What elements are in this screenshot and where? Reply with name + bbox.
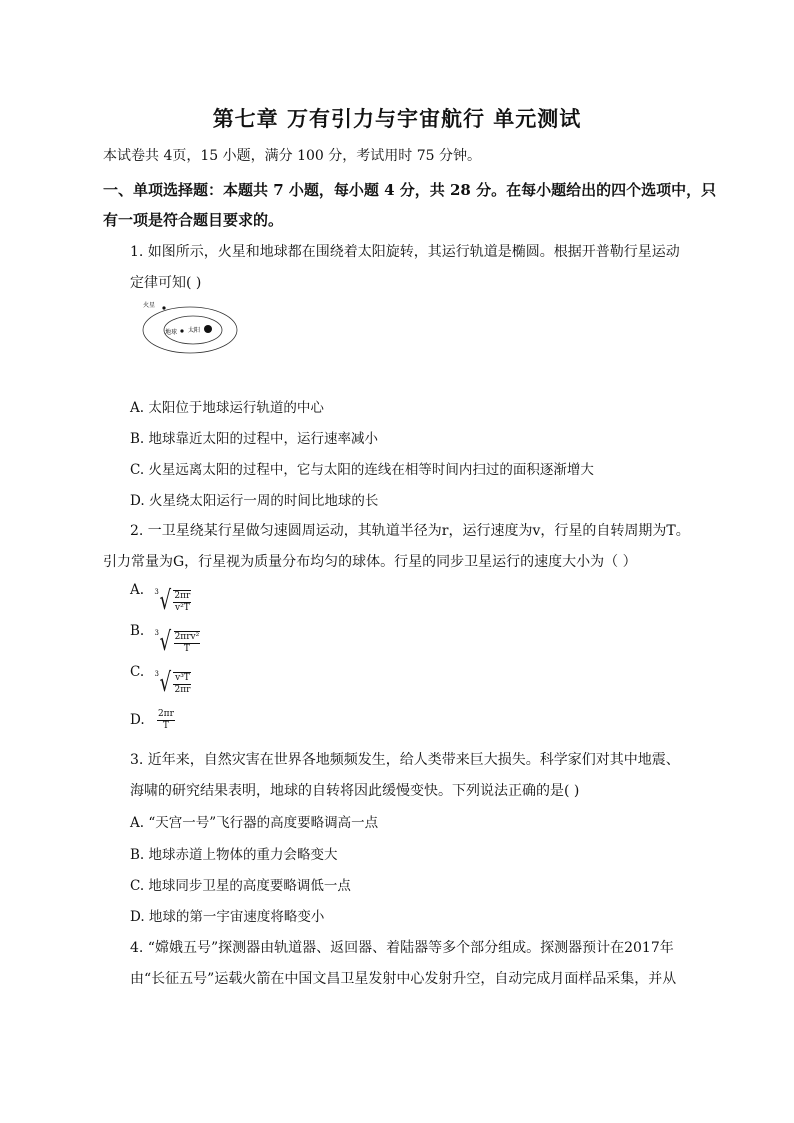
section-heading-line1: 一、单项选择题：本题共 7 小题，每小题 4 分，共 28 分。在每小题给出的四个选项中，只: [103, 181, 717, 199]
cube-root: 3 √ $\frac{\text{2πrv²}}{T}$: [154, 627, 200, 657]
mars-label: 火星: [143, 302, 156, 309]
root-index: 3: [154, 629, 159, 637]
mars: [162, 306, 165, 309]
q1-stem-line1: 1. 如图所示，火星和地球都在围绕着太阳旋转，其运行轨道是椭圆。根据开普勒行星运动: [130, 244, 680, 260]
q3-stem-line1: 3. 近年来，自然灾害在世界各地频频发生，给人类带来巨大损失。科学家们对其中地震、: [130, 752, 680, 768]
cube-root: 3 √ $\frac{2\pi r}{\text{v²T}}$: [154, 586, 191, 616]
option-label: A.: [130, 582, 145, 598]
q2-option-a: [130, 582, 191, 614]
option-label: B.: [130, 623, 145, 639]
fraction-numerator: 2πr: [174, 590, 191, 601]
cube-root: 3 √ $\frac{\text{v³T}}{2\pi r}$: [154, 668, 191, 698]
option-label: D.: [130, 712, 145, 728]
q3-option-b: B. 地球赤道上物体的重力会略变大: [130, 847, 338, 863]
fraction-denominator: v²T: [175, 602, 190, 613]
fraction-denominator: 2πr: [174, 684, 191, 695]
q2-option-b: [130, 623, 200, 655]
fraction-denominator: T: [183, 643, 190, 654]
root-index: 3: [154, 670, 159, 678]
option-label: C.: [130, 664, 145, 680]
q3-option-c: C. 地球同步卫星的高度要略调低一点: [130, 878, 351, 894]
q1-option-a: A. 太阳位于地球运行轨道的中心: [130, 400, 324, 416]
q3-stem-line2: 海啸的研究结果表明，地球的自转将因此缓慢变快。下列说法正确的是( ): [130, 783, 580, 799]
fraction-denominator: T: [162, 721, 169, 731]
root-index: 3: [154, 588, 159, 596]
q1-option-c: C. 火星远离太阳的过程中，它与太阳的连线在相等时间内扫过的面积逐渐增大: [130, 462, 594, 478]
q2-stem-line2: 引力常量为G，行星视为质量分布均匀的球体。行星的同步卫星运行的速度大小为（ ）: [103, 554, 637, 570]
q3-option-a: A. “天宫一号”飞行器的高度要略调高一点: [130, 815, 379, 831]
q4-stem-line1: 4. “嫦娥五号”探测器由轨道器、返回器、着陆器等多个部分组成。探测器预计在2017年: [130, 940, 674, 956]
orbit-diagram: [136, 296, 242, 358]
sun-label: 太阳: [188, 327, 201, 334]
q4-stem-line2: 由“长征五号”运载火箭在中国文昌卫星发射中心发射升空，自动完成月面样品采集，并从: [130, 971, 677, 987]
q2-option-d: [130, 709, 175, 732]
q1-stem-line2: 定律可知( ): [130, 275, 202, 291]
section-heading-line2: 有一项是符合题目要求的。: [103, 211, 284, 229]
page-title: 第七章 万有引力与宇宙航行 单元测试: [212, 106, 582, 131]
fraction-numerator: 2πrv²: [174, 631, 200, 642]
q3-option-d: D. 地球的第一宇宙速度将略变小: [130, 909, 325, 925]
fraction-numerator: v³T: [175, 672, 190, 683]
earth-label: 地球: [165, 329, 178, 336]
q2-option-c: [130, 664, 191, 696]
exam-intro: 本试卷共 4页，15 小题，满分 100 分，考试用时 75 分钟。: [103, 148, 481, 164]
q1-option-d: D. 火星绕太阳运行一周的时间比地球的长: [130, 493, 379, 509]
q1-option-b: B. 地球靠近太阳的过程中，运行速率减小: [130, 431, 379, 447]
earth: [180, 329, 183, 332]
fraction: [157, 709, 175, 732]
q2-stem-line1: 2. 一卫星绕某行星做匀速圆周运动，其轨道半径为r，运行速度为v，行星的自转周期为T。: [130, 523, 690, 539]
fraction-numerator: 2πr: [157, 709, 174, 719]
sun: [204, 325, 212, 333]
